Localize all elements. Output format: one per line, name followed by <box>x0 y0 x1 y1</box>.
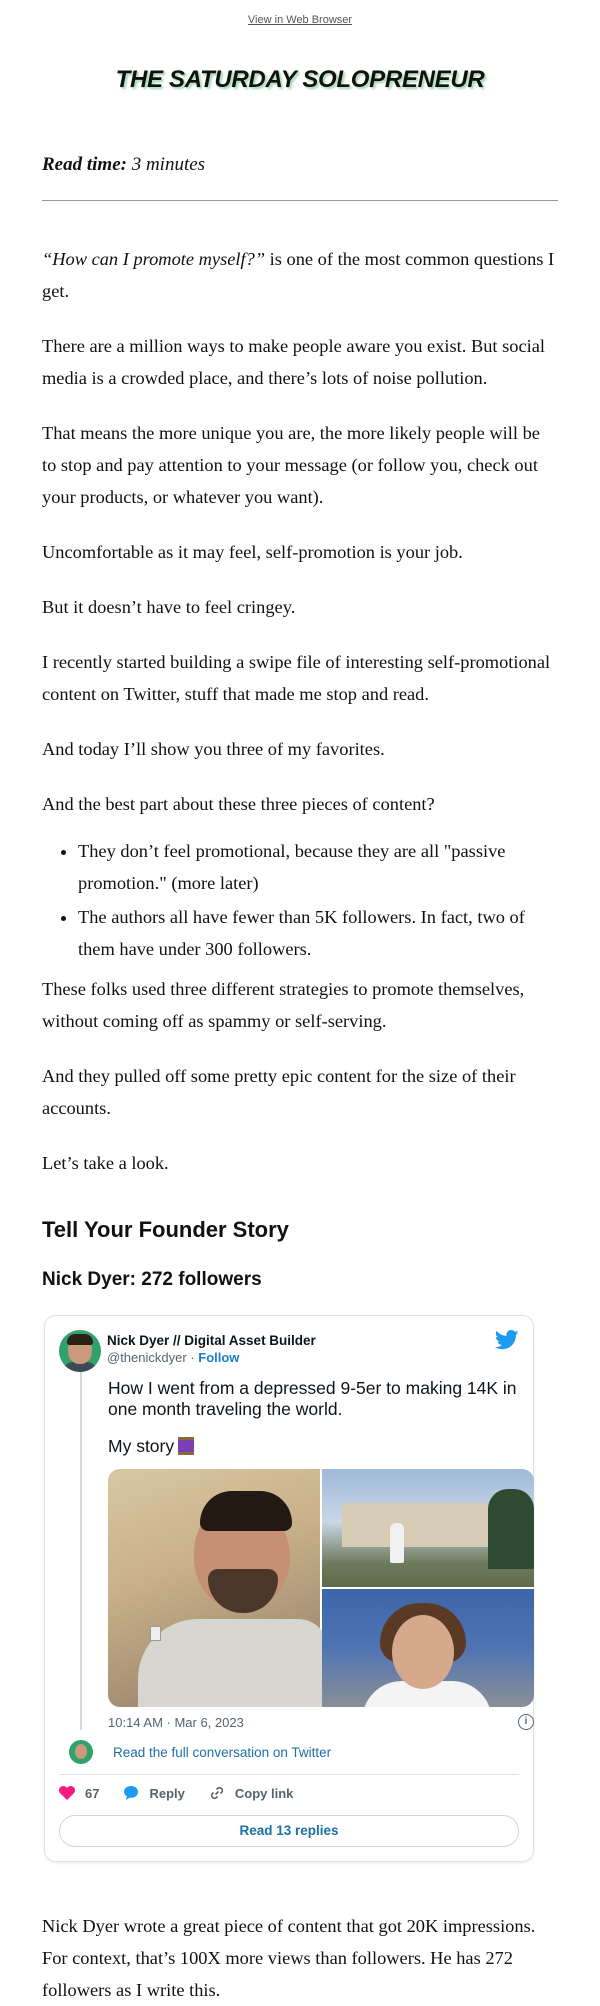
tweet-line-1: How I went from a depressed 9-5er to making 14K in one month traveling the world. <box>108 1378 517 1419</box>
newsletter-title: THE SATURDAY SOLOPRENEUR <box>115 66 485 93</box>
info-icon[interactable]: i <box>518 1714 534 1730</box>
tweet-timestamp-row <box>108 1715 534 1730</box>
section-subheading: Nick Dyer: 272 followers <box>42 1269 262 1290</box>
paragraph-9: These folks used three different strategies to promote themselves, without coming off as spammy or self-serving. <box>42 979 525 1031</box>
tweet-header <box>59 1330 519 1372</box>
paragraph-6: I recently started building a swipe file of interesting self-promotional content on Twitter, stuff that made me stop and read. <box>42 652 551 704</box>
paragraph-5: But it doesn’t have to feel cringey. <box>42 597 296 617</box>
embedded-tweet[interactable] <box>44 1315 534 1862</box>
paragraph-4: Uncomfortable as it may feel, self-promotion is your job. <box>42 542 463 562</box>
reply-button[interactable] <box>123 1785 184 1801</box>
tweet-divider <box>59 1774 519 1775</box>
tweet-media-grid[interactable] <box>108 1469 534 1707</box>
conversation-link[interactable]: Read the full conversation on Twitter <box>113 1744 332 1760</box>
paragraph-10: And they pulled off some pretty epic content for the size of their accounts. <box>42 1066 516 1118</box>
link-icon <box>209 1785 225 1801</box>
tweet-author <box>107 1333 316 1365</box>
like-count: 67 <box>85 1785 100 1801</box>
read-time-value: 3 minutes <box>131 154 206 175</box>
paragraph-1-rest: is one of the most common questions I get. <box>42 249 555 301</box>
thread-spool-icon <box>178 1437 194 1455</box>
bullet-list <box>42 835 558 965</box>
top-bar <box>0 0 600 28</box>
copy-link-button[interactable] <box>209 1785 294 1801</box>
author-handle-row <box>107 1350 316 1365</box>
paragraph-2: There are a million ways to make people aware you exist. But social media is a crowded place, and there’s lots of noise pollution. <box>42 336 546 388</box>
paragraph-12: Nick Dyer wrote a great piece of content that got 20K impressions. For context, that’s 100X more views than followers. He has 272 followers as I write this. <box>42 1916 536 2000</box>
read-time <box>42 154 558 176</box>
tweet-line-2: My story <box>108 1436 175 1456</box>
paragraph-8: And the best part about these three pieces of content? <box>42 794 435 814</box>
follow-link[interactable]: Follow <box>198 1350 240 1365</box>
heart-icon <box>59 1786 75 1800</box>
read-replies-button[interactable]: Read 13 replies <box>59 1815 519 1847</box>
paragraph-3: That means the more unique you are, the more likely people will be to stop and pay attention to your message (or follow you, check out your products, or whatever you want). <box>42 423 540 507</box>
handle-separator: · <box>186 1350 199 1365</box>
tweet-body <box>80 1372 528 1730</box>
section-heading: Tell Your Founder Story <box>42 1217 289 1242</box>
twitter-bird-icon[interactable] <box>495 1330 519 1350</box>
tweet-timestamp[interactable]: 10:14 AM · Mar 6, 2023 <box>108 1715 244 1730</box>
photo-selfie[interactable] <box>108 1469 320 1707</box>
reply-bubble-icon <box>123 1785 139 1801</box>
conversation-row[interactable] <box>59 1740 519 1764</box>
small-avatar <box>69 1740 93 1764</box>
photo-palace[interactable] <box>322 1469 534 1587</box>
photo-woman[interactable] <box>322 1589 534 1707</box>
bullet-item: • They don’t feel promotional, because they are all "passive promotion." (more later) <box>78 835 558 899</box>
tweet-actions <box>59 1785 519 1801</box>
author-name[interactable]: Nick Dyer // Digital Asset Builder <box>107 1333 316 1348</box>
divider <box>42 200 558 201</box>
avatar[interactable] <box>59 1330 101 1372</box>
bullet-item: • The authors all have fewer than 5K followers. In fact, two of them have under 300 followers. <box>78 901 558 965</box>
like-button[interactable] <box>59 1786 99 1801</box>
tweet-text <box>108 1372 519 1457</box>
copy-link-label: Copy link <box>234 1785 294 1801</box>
paragraph-7: And today I’ll show you three of my favorites. <box>42 739 385 759</box>
tweet-line-2-row <box>108 1436 519 1457</box>
paragraph-11: Let’s take a look. <box>42 1153 169 1173</box>
paragraph-1 <box>42 243 558 307</box>
reply-label: Reply <box>149 1785 185 1801</box>
view-in-browser-link[interactable]: View in Web Browser <box>247 14 353 26</box>
author-handle[interactable]: @thenickdyer <box>107 1350 187 1365</box>
read-time-label: Read time: <box>42 154 127 175</box>
article-body <box>0 154 600 2006</box>
quote-text: “How can I promote myself?” <box>42 249 266 269</box>
